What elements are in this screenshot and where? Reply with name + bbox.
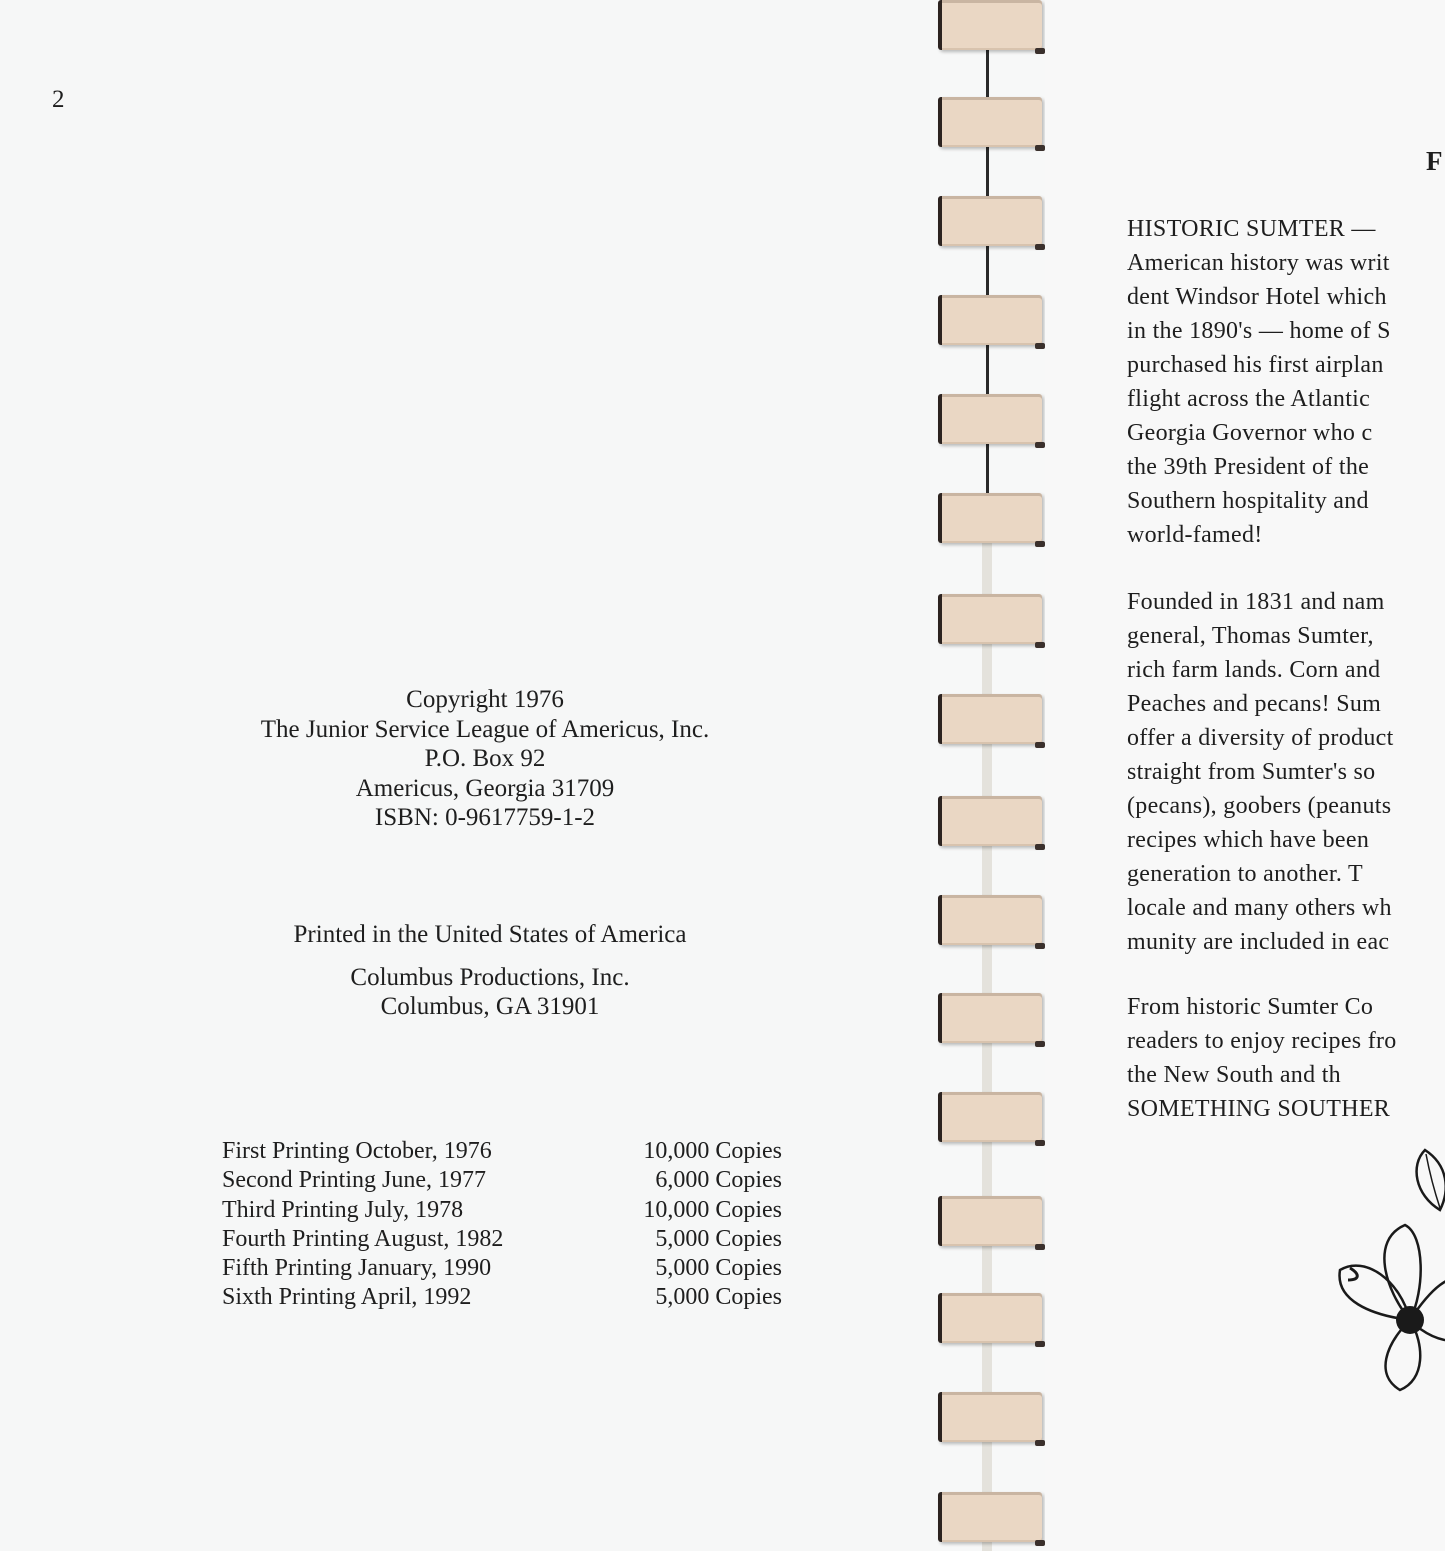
page-heading-fragment: F	[1426, 146, 1443, 176]
printing-label: First Printing October, 1976	[222, 1138, 492, 1164]
printing-label: Third Printing July, 1978	[222, 1196, 464, 1223]
printing-row	[222, 1283, 782, 1312]
printing-label: Fifth Printing January, 1990	[222, 1255, 492, 1282]
text-line: purchased his first airplan	[1127, 352, 1384, 378]
text-line: Peaches and pecans! Sum	[1127, 691, 1382, 717]
copyright-line: The Junior Service League of Americus, Inc.	[260, 715, 710, 743]
printing-row	[222, 1137, 782, 1166]
text-line: straight from Sumter's so	[1127, 759, 1376, 785]
copyright-line: P.O. Box 92	[424, 745, 546, 772]
text-line: the 39th President of the	[1127, 454, 1370, 480]
binding-tab	[938, 796, 1042, 846]
text-line: in the 1890's — home of S	[1127, 318, 1391, 344]
text-line: Georgia Governor who c	[1127, 420, 1373, 446]
text-line: American history was writ	[1127, 250, 1390, 276]
text-line: Founded in 1831 and nam	[1127, 589, 1385, 615]
binding-tab	[938, 694, 1042, 744]
binding-tab	[938, 1293, 1042, 1343]
text-line: rich farm lands. Corn and	[1127, 657, 1381, 683]
printing-label: Second Printing June, 1977	[222, 1167, 486, 1194]
page-number: 2	[52, 86, 65, 113]
text-line: readers to enjoy recipes fro	[1127, 1028, 1397, 1054]
text-line: dent Windsor Hotel which	[1127, 284, 1387, 310]
printer-line: Columbus Productions, Inc.	[350, 963, 630, 991]
printing-copies: 5,000 Copies	[655, 1225, 782, 1252]
text-line: world-famed!	[1127, 522, 1263, 548]
text-line: (pecans), goobers (peanuts	[1127, 793, 1392, 819]
isbn-line: ISBN: 0-9617759-1-2	[374, 804, 596, 831]
printing-row	[222, 1196, 782, 1225]
petal-outline	[1384, 1225, 1420, 1320]
binding-tab	[938, 993, 1042, 1043]
paragraph-from-historic	[1127, 990, 1445, 1126]
printing-row	[222, 1225, 782, 1254]
binding-tab	[938, 1492, 1042, 1542]
petal-notch	[1348, 1268, 1357, 1280]
dogwood-flower-illustration	[1330, 1140, 1445, 1420]
printed-in-line: Printed in the United States of America	[293, 921, 687, 948]
text-line: generation to another. T	[1127, 861, 1364, 887]
copyright-line: Americus, Georgia 31709	[355, 774, 615, 802]
text-line: flight across the Atlantic	[1127, 386, 1371, 412]
paragraph-historic-sumter	[1127, 212, 1445, 552]
binding-tab	[938, 97, 1042, 147]
printing-copies: 6,000 Copies	[655, 1167, 782, 1194]
binding-tab	[938, 1392, 1042, 1442]
binding-tab	[938, 1092, 1042, 1142]
binding-tab	[938, 0, 1042, 50]
text-line: general, Thomas Sumter,	[1127, 623, 1374, 649]
text-line: locale and many others wh	[1127, 895, 1392, 921]
text-line: Southern hospitality and	[1127, 488, 1369, 514]
leaf-outline	[1417, 1150, 1445, 1210]
text-line: recipes which have been	[1127, 827, 1370, 853]
printing-label: Sixth Printing April, 1992	[222, 1284, 472, 1311]
binding-tab	[938, 196, 1042, 246]
text-line: offer a diversity of product	[1127, 725, 1394, 751]
text-line: munity are included in eac	[1127, 929, 1390, 955]
printing-row	[222, 1166, 782, 1195]
printer-line: Columbus, GA 31901	[380, 993, 600, 1020]
binding-tab	[938, 394, 1042, 444]
copyright-line: Copyright 1976	[406, 686, 564, 713]
paragraph-founded	[1127, 585, 1445, 959]
binding-tab	[938, 594, 1042, 644]
binding-tab	[938, 1196, 1042, 1246]
printer-block	[265, 920, 715, 1022]
text-line: SOMETHING SOUTHER	[1127, 1096, 1391, 1122]
text-line: the New South and th	[1127, 1062, 1341, 1088]
printings-table	[222, 1137, 782, 1313]
printing-copies: 5,000 Copies	[655, 1255, 782, 1282]
spiral-binding	[926, 0, 1050, 1551]
text-line: From historic Sumter Co	[1127, 994, 1374, 1020]
printing-label: Fourth Printing August, 1982	[222, 1225, 504, 1252]
printing-copies: 5,000 Copies	[655, 1284, 782, 1311]
binding-tab	[938, 493, 1042, 543]
text-line: HISTORIC SUMTER —	[1127, 216, 1376, 242]
copyright-block	[250, 685, 720, 833]
printing-copies: 10,000 Copies	[643, 1138, 782, 1164]
printing-copies: 10,000 Copies	[643, 1196, 782, 1223]
binding-tab	[938, 895, 1042, 945]
printing-row	[222, 1254, 782, 1283]
binding-tab	[938, 295, 1042, 345]
flower-center	[1396, 1306, 1424, 1334]
